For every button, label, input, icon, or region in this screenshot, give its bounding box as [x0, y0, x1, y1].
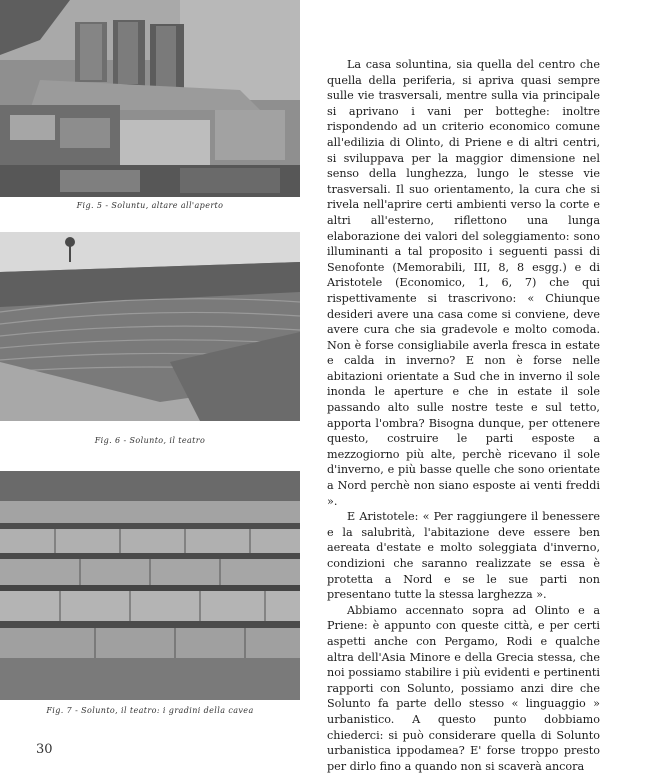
figure-5-photo: [0, 0, 300, 197]
page-number: 30: [36, 742, 53, 757]
body-text: [327, 57, 600, 774]
figure-7-caption: Fig. 7 - Solunto, il teatro: i gradini della cavea: [46, 706, 254, 715]
paragraph-1: La casa soluntina, sia quella del centro che quella della periferia, si apriva quasi sempre sulle vie trasversali, mentre sulla via principale si aprivano i vani per botteghe: inoltre rispondendo ad un criterio economico comune all'edilizia di Olinto, di Priene e di altri centri, si sviluppava per la maggior dimensione nel senso della lunghezza, lungo le stesse vie trasversali. Il suo orientamento, la cura che si rivela nell'aprire certi ambienti verso la corte e altri all'esterno, riflettono una lunga elaborazione dei valori del soleggiamento: sono illuminanti a tal proposito i seguenti passi di Senofonte (Memorabili, III, 8, 8 esgg.) e di Aristotele (Economico, 1, 6, 7) che qui rispettivamente si trascrivono: « Chiunque desideri avere una casa come si conviene, deve avere cura che sia gradevole e molto comoda. Non è forse consigliabile averla fresca in estate e calda in inverno? E non è forse nelle abitazioni orientate a Sud che in inverno il sole inonda le aperture e che in estate il sole passando alto sulle nostre teste e sul tetto, apporta l'ombra? Bisogna dunque, per ottenere questo, costruire le parti esposte a mezzogiorno più alte, perchè ricevano il sole d'inverno, e più basse quelle che sono orientate a Nord perchè non siano esposte ai venti freddi ».: [327, 58, 600, 508]
paragraph-3: Abbiamo accennato sopra ad Olinto e a Priene: è appunto con queste città, e per certi aspetti anche con Pergamo, Rodi e qualche altra dell'Asia Minore e della Grecia stessa, che noi possiamo stabilire i più evidenti e pertinenti rapporti con Solunto, possiamo anzi dire che Solunto fa parte dello stesso « linguaggio » urbanistico. A questo punto dobbiamo chiederci: si può considerare quella di Solunto urbanistica ippodamea? E' forse troppo presto per dirlo fino a quando non si scaverà ancora: [327, 603, 600, 773]
figure-7-photo: [0, 471, 300, 700]
figure-6-photo: [0, 232, 300, 421]
paragraph-2: E Aristotele: « Per raggiungere il benessere e la salubrità, l'abitazione deve essere ben aereata d'estate e molto soleggiata d'inverno, condizioni che saranno realizzate se essa è protetta a Nord e se le sue parti non presentano tutte la stessa larghezza ».: [327, 510, 600, 602]
figure-5-caption: Fig. 5 - Soluntu, altare all'aperto: [76, 201, 224, 210]
figure-6-caption: Fig. 6 - Solunto, il teatro: [94, 436, 206, 445]
